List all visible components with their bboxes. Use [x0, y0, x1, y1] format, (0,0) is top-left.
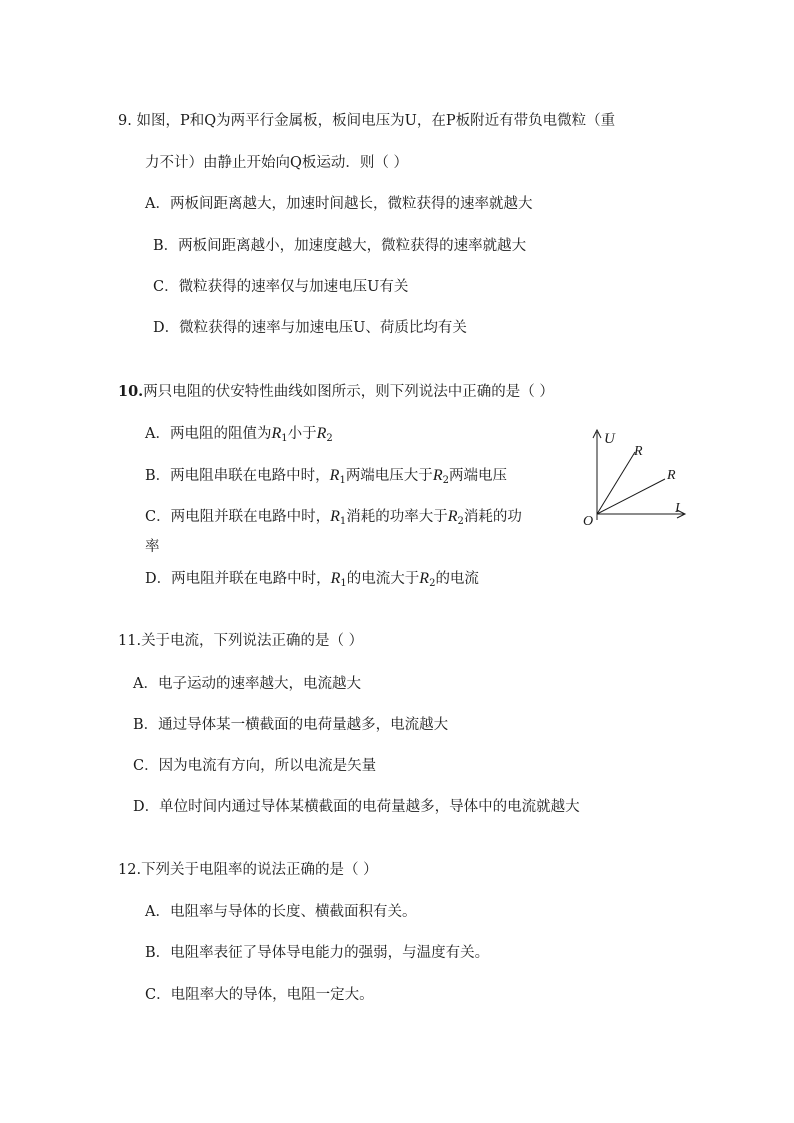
q11-option-c: C．因为电流有方向，所以电流是矢量	[133, 758, 377, 774]
q12-option-c: C．电阻率大的导体，电阻一定大。	[145, 987, 374, 1003]
q10-d-r2: R	[419, 570, 430, 587]
q10-b-r1: R	[329, 467, 340, 484]
q10-c-text: C．两电阻并联在电路中时，	[145, 509, 331, 525]
q10-option-c	[145, 507, 522, 532]
q10-b-sub1: 1	[339, 475, 346, 486]
q10-option-b	[145, 466, 507, 491]
q10-a-mid: 小于	[287, 426, 317, 442]
q10-b-r2: R	[432, 467, 443, 484]
q11-option-d: D．单位时间内通过导体某横截面的电荷量越多，导体中的电流就越大	[133, 799, 580, 815]
q9-option-a: A．两板间距离越大，加速时间越长，微粒获得的速率就越大	[145, 196, 533, 212]
q10-b-text: B．两电阻串联在电路中时，	[145, 468, 330, 484]
q10-d-text: D．两电阻并联在电路中时，	[145, 571, 331, 587]
q11-number: 11.	[118, 633, 142, 649]
q10-d-r1: R	[330, 570, 341, 587]
q11-option-b: B．通过导体某一横截面的电荷量越多，电流越大	[133, 717, 449, 733]
q10-c-mid: 消耗的功率大于	[346, 509, 448, 525]
q12-option-b: B．电阻率表征了导体导电能力的强弱，与温度有关。	[145, 945, 490, 961]
q10-d-sub1: 1	[340, 578, 347, 589]
q10-a-sub1: 1	[281, 433, 288, 444]
q11-stem-text: 关于电流，下列说法正确的是（ ）	[141, 633, 364, 649]
q10-a-r1: R	[271, 425, 282, 442]
q10-stem	[118, 382, 554, 402]
q11-stem	[118, 631, 363, 651]
r-lower-label: R	[667, 468, 676, 483]
q10-d-sub2: 2	[429, 578, 436, 589]
q10-c-r1: R	[330, 508, 340, 525]
q10-d-post: 的电流	[435, 571, 479, 587]
q10-number: 10.	[118, 383, 144, 400]
q10-b-sub2: 2	[442, 475, 449, 486]
q9-number: 9.	[118, 113, 132, 129]
q9-option-d: D．微粒获得的速率与加速电压U、荷质比均有关	[153, 320, 467, 336]
q10-b-post: 两端电压	[448, 468, 507, 484]
q9-stem-text: 如图，P和Q为两平行金属板，板间电压为U，在P板附近有带负电微粒（重	[136, 113, 616, 129]
q10-ui-figure	[578, 422, 698, 532]
q10-c-post: 消耗的功	[463, 509, 522, 525]
q10-a-text: A．两电阻的阻值为	[145, 426, 272, 442]
q10-d-mid: 的电流大于	[346, 571, 420, 587]
i-axis-label: I	[675, 501, 680, 516]
q12-option-a: A．电阻率与导体的长度、横截面积有关。	[145, 904, 417, 920]
q9-option-b: B．两板间距离越小，加速度越大，微粒获得的速率就越大	[153, 238, 527, 254]
q12-number: 12.	[118, 862, 142, 878]
q10-c-sub2: 2	[457, 516, 464, 527]
origin-label: O	[583, 514, 594, 529]
q9-stem-line2: 力不计）由静止开始向Q板运动．则（ ）	[145, 155, 408, 171]
q12-stem	[118, 860, 378, 880]
u-axis-label: U	[604, 431, 615, 447]
r-upper-label: R	[634, 444, 643, 459]
q10-b-mid: 两端电压大于	[345, 468, 433, 484]
q9-option-c: C．微粒获得的速率仅与加速电压U有关	[153, 279, 409, 295]
q10-a-sub2: 2	[326, 433, 333, 444]
q10-a-r2: R	[316, 425, 327, 442]
q11-option-a: A．电子运动的速率越大，电流越大	[133, 676, 361, 692]
q10-option-a	[145, 424, 333, 449]
q9-stem-line1	[118, 111, 615, 131]
q12-stem-text: 下列关于电阻率的说法正确的是（ ）	[141, 862, 378, 878]
q10-option-d	[145, 569, 479, 594]
q10-c-sub1: 1	[339, 516, 347, 527]
q10-option-c-wrap: 率	[145, 539, 160, 555]
q10-c-r2: R	[447, 508, 458, 525]
q10-stem-text: 两只电阻的伏安特性曲线如图所示，则下列说法中正确的是（ ）	[143, 384, 554, 400]
